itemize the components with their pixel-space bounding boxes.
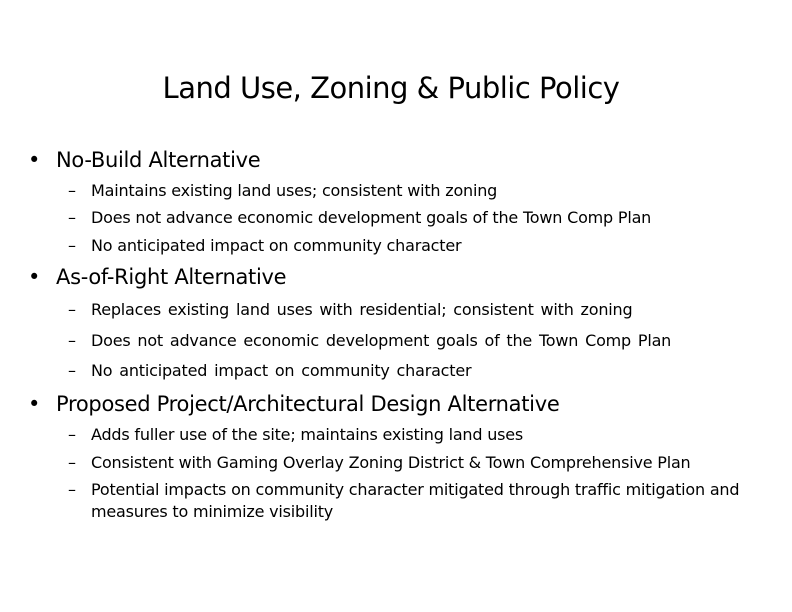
dash-icon: – [68, 331, 76, 350]
dash-icon: – [68, 181, 76, 200]
sub-item [68, 479, 780, 523]
bullet-no-build [28, 146, 260, 174]
bullet-heading: Proposed Project/Architectural Design Alternative [56, 392, 560, 416]
sub-item-text: Potential impacts on community character mitigated through traffic mitigation and measures to minimize visibility [91, 480, 740, 521]
sub-item [68, 330, 780, 352]
sub-item [68, 180, 780, 202]
sub-item-text: Adds fuller use of the site; maintains existing land uses [91, 425, 524, 444]
dash-icon: – [68, 425, 76, 444]
dash-icon: – [68, 300, 76, 319]
dash-icon: – [68, 236, 76, 255]
bullet-proposed-project [28, 390, 559, 418]
sub-item-text: Replaces existing land uses with residential; consistent with zoning [91, 300, 633, 319]
bullet-heading: As-of-Right Alternative [56, 265, 287, 289]
sub-item [68, 424, 780, 446]
sub-item-text: Maintains existing land uses; consistent with zoning [91, 181, 498, 200]
bullet-dot-icon: • [28, 265, 41, 289]
sub-item-text: No anticipated impact on community character [91, 236, 462, 255]
sub-item [68, 452, 780, 474]
sub-item [68, 360, 780, 382]
bullet-as-of-right [28, 263, 286, 291]
bullet-heading: No-Build Alternative [56, 148, 261, 172]
sub-item [68, 207, 780, 229]
sub-item-text: Consistent with Gaming Overlay Zoning District & Town Comprehensive Plan [91, 453, 691, 472]
bullet-dot-icon: • [28, 148, 41, 172]
dash-icon: – [68, 453, 76, 472]
sub-item [68, 299, 780, 321]
sub-item [68, 235, 780, 257]
slide-title: Land Use, Zoning & Public Policy [162, 71, 620, 105]
dash-icon: – [68, 361, 76, 380]
sub-item-text: No anticipated impact on community character [91, 361, 472, 380]
dash-icon: – [68, 480, 76, 499]
sub-item-text: Does not advance economic development goals of the Town Comp Plan [91, 331, 672, 350]
sub-item-text: Does not advance economic development goals of the Town Comp Plan [91, 208, 652, 227]
bullet-dot-icon: • [28, 392, 41, 416]
dash-icon: – [68, 208, 76, 227]
